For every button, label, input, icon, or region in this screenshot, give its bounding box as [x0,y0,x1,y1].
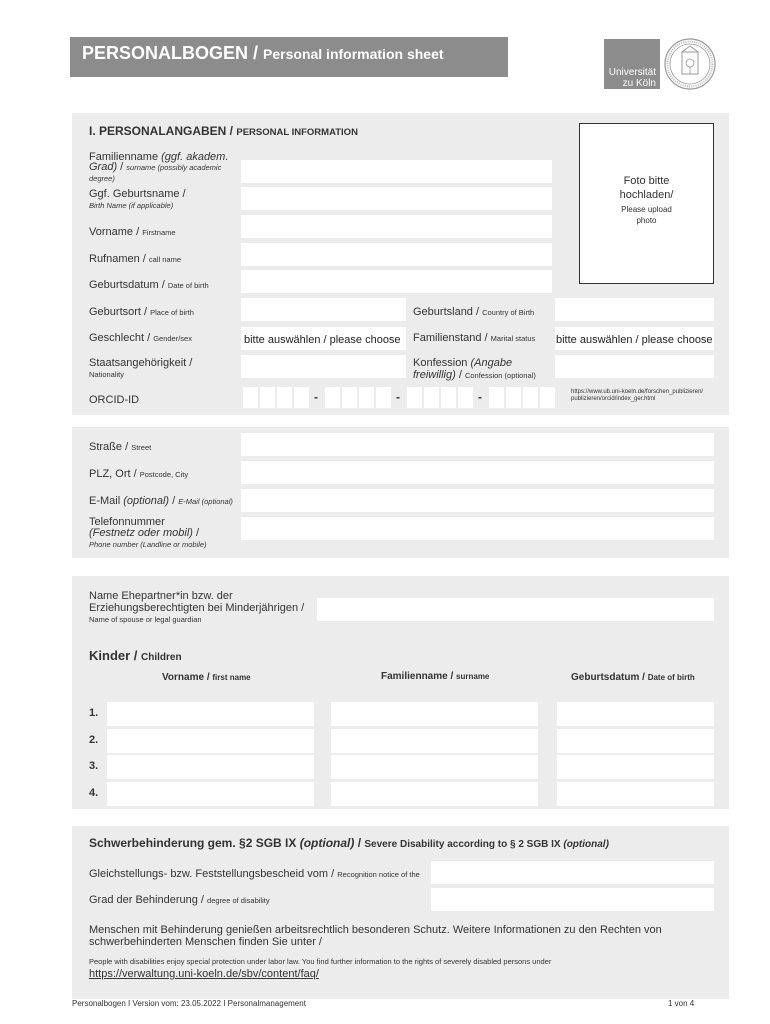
call-name-label: Rufnamen / call name [89,253,182,265]
phone-field[interactable] [241,517,714,540]
children-col-birth-date: Geburtsdatum / Date of birth [571,672,695,683]
children-first-name-field[interactable] [107,782,314,806]
gender-select-value: bitte auswählen / please choose [244,334,401,346]
children-birth-date-field[interactable] [557,755,714,779]
children-surname-field[interactable] [331,755,538,779]
children-row-number: 3. [89,760,99,772]
birth-country-field[interactable] [555,298,714,321]
footer-page-number: 1 von 4 [668,999,695,1008]
email-field[interactable] [241,489,714,512]
children-col-first-name: Vorname / first name [162,672,251,683]
children-row-number: 1. [89,707,99,719]
orcid-digit-cell[interactable] [376,387,391,408]
orcid-digit-cell[interactable] [277,387,292,408]
family-name-label: Familienname (ggf. akadem. Grad) / surname (possibly academic degree) [89,151,229,183]
spouse-field[interactable] [317,598,714,621]
orcid-digit-cell[interactable] [458,387,473,408]
orcid-digit-cell[interactable] [342,387,357,408]
birth-place-field[interactable] [241,298,406,321]
family-name-field[interactable] [241,160,552,183]
university-logo [604,39,660,89]
orcid-separator: - [396,390,400,404]
birth-country-label: Geburtsland / Country of Birth [413,306,535,318]
children-row-number: 4. [89,787,99,799]
orcid-digit-cell[interactable] [540,387,555,408]
orcid-digit-cell[interactable] [260,387,275,408]
children-first-name-field[interactable] [107,702,314,726]
recognition-label: Gleichstellungs- bzw. Feststellungsbescheid vom / Recognition notice of the [89,868,420,880]
footer-version: Personalbogen I Version vom: 23.05.2022 I Personalmanagement [72,999,306,1008]
nationality-field[interactable] [241,355,406,378]
title-sub: Personal information sheet [263,46,444,62]
orcid-digit-cell[interactable] [523,387,538,408]
gender-label: Geschlecht / Gender/sex [89,332,192,344]
children-col-surname: Familienname / surname [381,671,490,682]
orcid-digit-cell[interactable] [294,387,309,408]
orcid-digit-cell[interactable] [407,387,422,408]
first-name-label: Vorname / Firstname [89,226,176,238]
children-first-name-field[interactable] [107,729,314,753]
children-birth-date-field[interactable] [557,729,714,753]
orcid-digit-cell[interactable] [359,387,374,408]
birth-place-label: Geburtsort / Place of birth [89,306,194,318]
children-title: Kinder / Children [89,648,182,663]
photo-text-1: Foto bitte [623,175,670,187]
disability-faq-link[interactable]: https://verwaltung.uni-koeln.de/sbv/content/faq/ [89,968,319,980]
birth-name-label: Ggf. Geburtsname / Birth Name (if applicable) [89,188,186,210]
orcid-digit-cell[interactable] [489,387,504,408]
confession-field[interactable] [555,355,714,378]
postcode-city-label: PLZ, Ort / Postcode, City [89,468,189,480]
birth-date-field[interactable] [241,270,552,293]
logo-line-1: Universität [608,67,656,78]
disability-info-de: Menschen mit Behinderung genießen arbeitsrechtlich besonderen Schutz. Weitere Informationen zu den Rechten von schwerbehinderten Menschen finden Sie unter / [89,924,662,948]
children-birth-date-field[interactable] [557,702,714,726]
photo-text-3: Please upload [621,205,672,214]
confession-label: Konfession (Angabe freiwillig) / Confession (optional) [413,357,536,381]
birth-name-field[interactable] [241,187,552,210]
street-label: Straße / Street [89,441,152,453]
orcid-info-link[interactable]: https://www.ub.uni-koeln.de/forschen_publizieren/ publizieren/orcid/index_ger.html [571,389,704,402]
email-label: E-Mail (optional) / E-Mail (optional) [89,495,233,507]
orcid-digit-cell[interactable] [506,387,521,408]
photo-text-4: photo [636,216,657,225]
nationality-label: Staatsangehörigkeit / Nationality [89,357,193,379]
orcid-digit-cell[interactable] [243,387,258,408]
postcode-city-field[interactable] [241,461,714,484]
photo-text-2: hochladen/ [619,189,674,201]
orcid-separator: - [478,390,482,404]
marital-status-label: Familienstand / Marital status [413,332,536,344]
spouse-label: Name Ehepartner*in bzw. der Erziehungsberechtigten bei Minderjährigen / Name of spouse or legal guardian [89,590,305,624]
orcid-label: ORCID-ID [89,394,140,406]
first-name-field[interactable] [241,215,552,238]
logo-line-2: zu Köln [622,78,656,89]
photo-upload[interactable] [579,123,714,284]
children-row-number: 2. [89,734,99,746]
recognition-date-field[interactable] [431,861,714,884]
marital-status-select-value: bitte auswählen / please choose [556,334,713,346]
call-name-field[interactable] [241,243,552,266]
street-field[interactable] [241,433,714,456]
birth-date-label: Geburtsdatum / Date of birth [89,279,209,291]
degree-label: Grad der Behinderung / degree of disability [89,894,270,906]
children-surname-field[interactable] [331,782,538,806]
section-1-title: I. PERSONALANGABEN / PERSONAL INFORMATION [89,124,358,138]
children-surname-field[interactable] [331,729,538,753]
title-main: PERSONALBOGEN / [82,43,264,63]
disability-title: Schwerbehinderung gem. §2 SGB IX (optional) / Severe Disability according to § 2 SGB IX (optional) [89,836,609,850]
university-seal-icon [664,38,716,90]
children-first-name-field[interactable] [107,755,314,779]
disability-info-en: People with disabilities enjoy special protection under labor law. You find further information to the rights of severely disabled persons under [89,957,552,966]
phone-label: Telefonnummer (Festnetz oder mobil) / Phone number (Landline or mobile) [89,516,207,549]
orcid-digit-cell[interactable] [424,387,439,408]
children-surname-field[interactable] [331,702,538,726]
orcid-digit-cell[interactable] [325,387,340,408]
children-birth-date-field[interactable] [557,782,714,806]
orcid-digit-cell[interactable] [441,387,456,408]
document-title [70,37,508,77]
degree-field[interactable] [431,888,714,911]
orcid-separator: - [314,390,318,404]
